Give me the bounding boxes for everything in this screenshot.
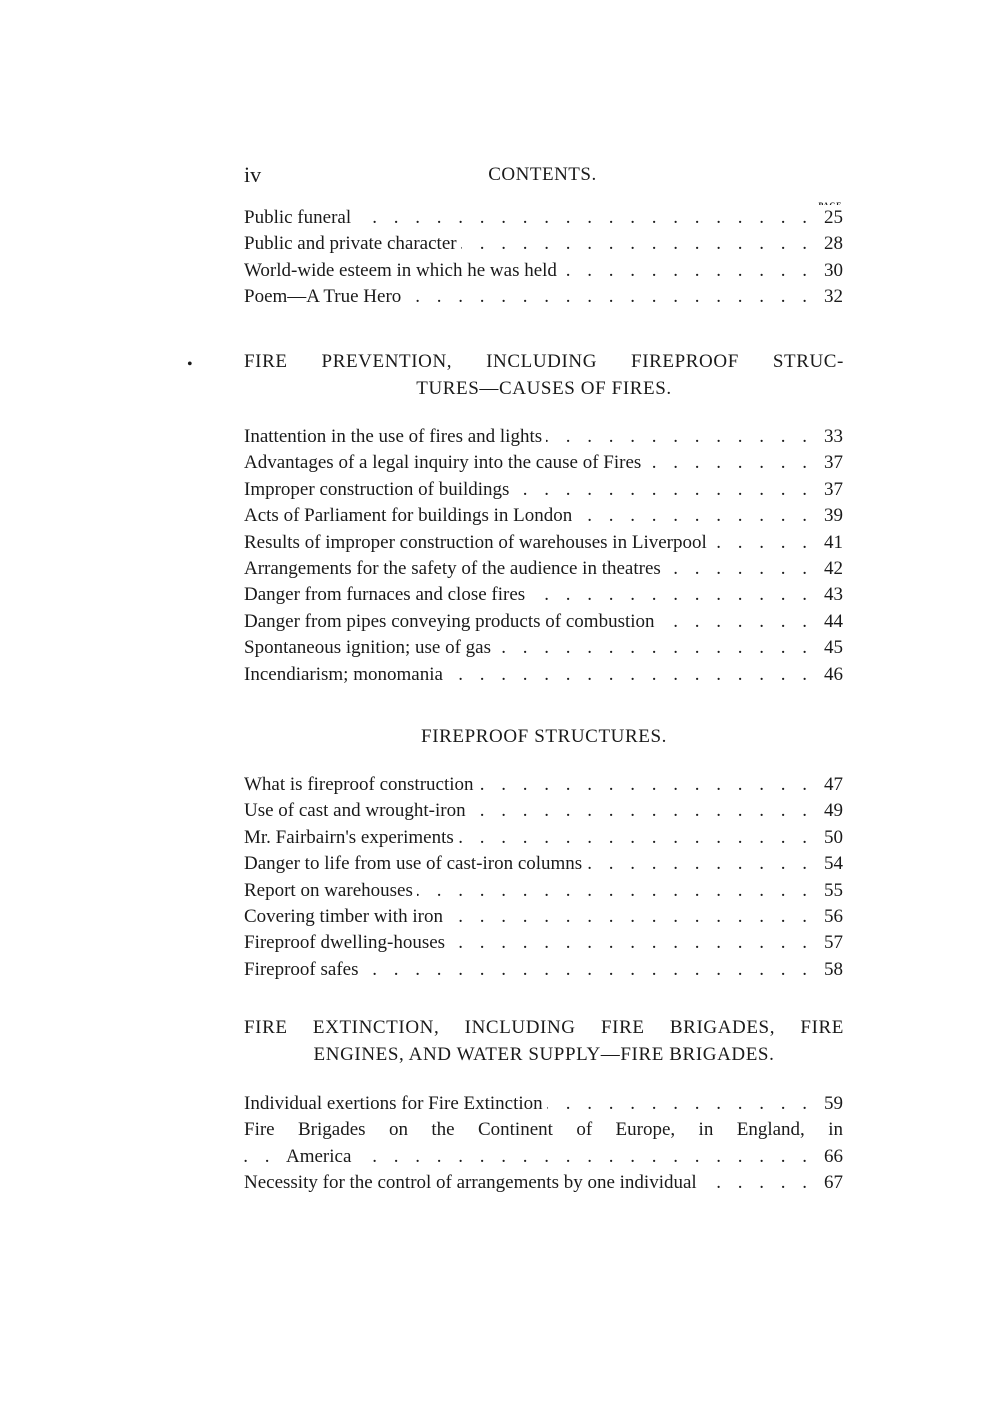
toc-entry[interactable] [244,284,843,310]
entry-title: Fireproof safes [244,959,363,980]
entry-page: 56 [807,904,843,930]
section-heading-line: FIREPROOF STRUCTURES. [421,726,667,747]
toc-entry[interactable] [244,450,843,476]
entry-title: Poem—A True Hero [244,286,405,307]
entry-title: America [286,1146,355,1167]
toc-entry[interactable] [244,582,843,608]
entry-page: 58 [807,957,843,983]
entry-title: Incendiarism; monomania [244,664,447,685]
toc-entry[interactable] [244,258,843,284]
toc-entry[interactable] [244,878,843,904]
entry-page: 59 [807,1091,843,1117]
entry-page: 55 [807,878,843,904]
toc-entry[interactable] [244,556,843,582]
entry-page: 67 [807,1170,843,1196]
entry-page: 54 [807,851,843,877]
fire-prevention-list [244,424,843,688]
toc-entry[interactable] [244,609,843,635]
entry-title: Results of improper construction of warehouses in Liverpool [244,532,711,553]
toc-entry[interactable] [244,851,843,877]
entry-page: 45 [807,635,843,661]
top-entries-list [244,205,843,311]
toc-entry-line[interactable] [244,1117,843,1143]
toc-entry[interactable] [244,530,843,556]
entry-page: 30 [807,258,843,284]
toc-entry-continuation[interactable] [244,1144,843,1170]
entry-title: World-wide esteem in which he was held [244,260,561,281]
entry-page: 33 [807,424,843,450]
entry-title: Individual exertions for Fire Extinction [244,1093,547,1114]
entry-title: Arrangements for the safety of the audience in theatres [244,558,665,579]
toc-entry[interactable] [244,205,843,231]
entry-page: 50 [807,825,843,851]
section-heading-fireproof-structures [244,723,844,750]
entry-title: Danger from pipes conveying products of combustion [244,611,659,632]
entry-title: Report on warehouses [244,880,417,901]
entry-title: Danger from furnaces and close fires [244,584,529,605]
entry-page: 28 [807,231,843,257]
entry-title: Fire Brigades on the Continent of Europe, in England, in [244,1119,843,1141]
section-heading-line: FIRE EXTINCTION, INCLUDING FIRE BRIGADES, FIRE [244,1017,844,1038]
entry-page: 44 [807,609,843,635]
section-heading-line: ENGINES, AND WATER SUPPLY—FIRE BRIGADES. [313,1044,775,1065]
entry-title: Spontaneous ignition; use of gas [244,637,495,658]
entry-title: Use of cast and wrought-iron [244,800,470,821]
entry-page: 37 [807,477,843,503]
toc-entry[interactable] [244,957,843,983]
entry-title: Advantages of a legal inquiry into the cause of Fires [244,452,645,473]
toc-entry[interactable] [244,798,843,824]
entry-title: Improper construction of buildings [244,479,513,500]
toc-entry[interactable] [244,1091,843,1117]
entry-title: Danger to life from use of cast-iron columns [244,853,586,874]
entry-page: 47 [807,772,843,798]
entry-title: What is fireproof construction [244,774,478,795]
entry-title: Necessity for the control of arrangements by one individual [244,1172,701,1193]
running-head: CONTENTS. [488,164,597,185]
entry-page: 32 [807,284,843,310]
entry-page: 39 [807,503,843,529]
toc-entry[interactable] [244,477,843,503]
entry-page: 41 [807,530,843,556]
entry-page: 66 [807,1144,843,1170]
entry-title: Acts of Parliament for buildings in London [244,505,576,526]
toc-entry[interactable] [244,662,843,688]
fireproof-structures-list [244,772,843,983]
entry-page: 49 [807,798,843,824]
entry-page: 42 [807,556,843,582]
entry-title: Mr. Fairbairn's experiments [244,827,458,848]
margin-dot: • [187,356,193,373]
entry-title: Covering timber with iron [244,906,447,927]
toc-entry[interactable] [244,424,843,450]
section-heading-line: TURES—CAUSES OF FIRES. [416,378,672,399]
toc-entry[interactable] [244,904,843,930]
toc-entry[interactable] [244,825,843,851]
section-heading-fire-extinction [244,1014,844,1068]
page-number: iv [244,162,262,187]
entry-title: Public funeral [244,207,355,228]
toc-entry[interactable] [244,1170,843,1196]
toc-entry[interactable] [244,772,843,798]
toc-entry[interactable] [244,503,843,529]
entry-page: 46 [807,662,843,688]
section-heading-fire-prevention [244,348,844,402]
toc-entry[interactable] [244,930,843,956]
entry-page: 57 [807,930,843,956]
toc-entry[interactable] [244,635,843,661]
fire-extinction-list [244,1091,843,1197]
entry-page: 37 [807,450,843,476]
entry-title: Fireproof dwelling-houses [244,932,449,953]
entry-title: Public and private character [244,233,461,254]
section-heading-line: FIRE PREVENTION, INCLUDING FIREPROOF STRUC- [244,351,844,372]
entry-page: 43 [807,582,843,608]
entry-page: 25 [807,205,843,231]
entry-title: Inattention in the use of fires and lights [244,426,546,447]
toc-entry[interactable] [244,231,843,257]
